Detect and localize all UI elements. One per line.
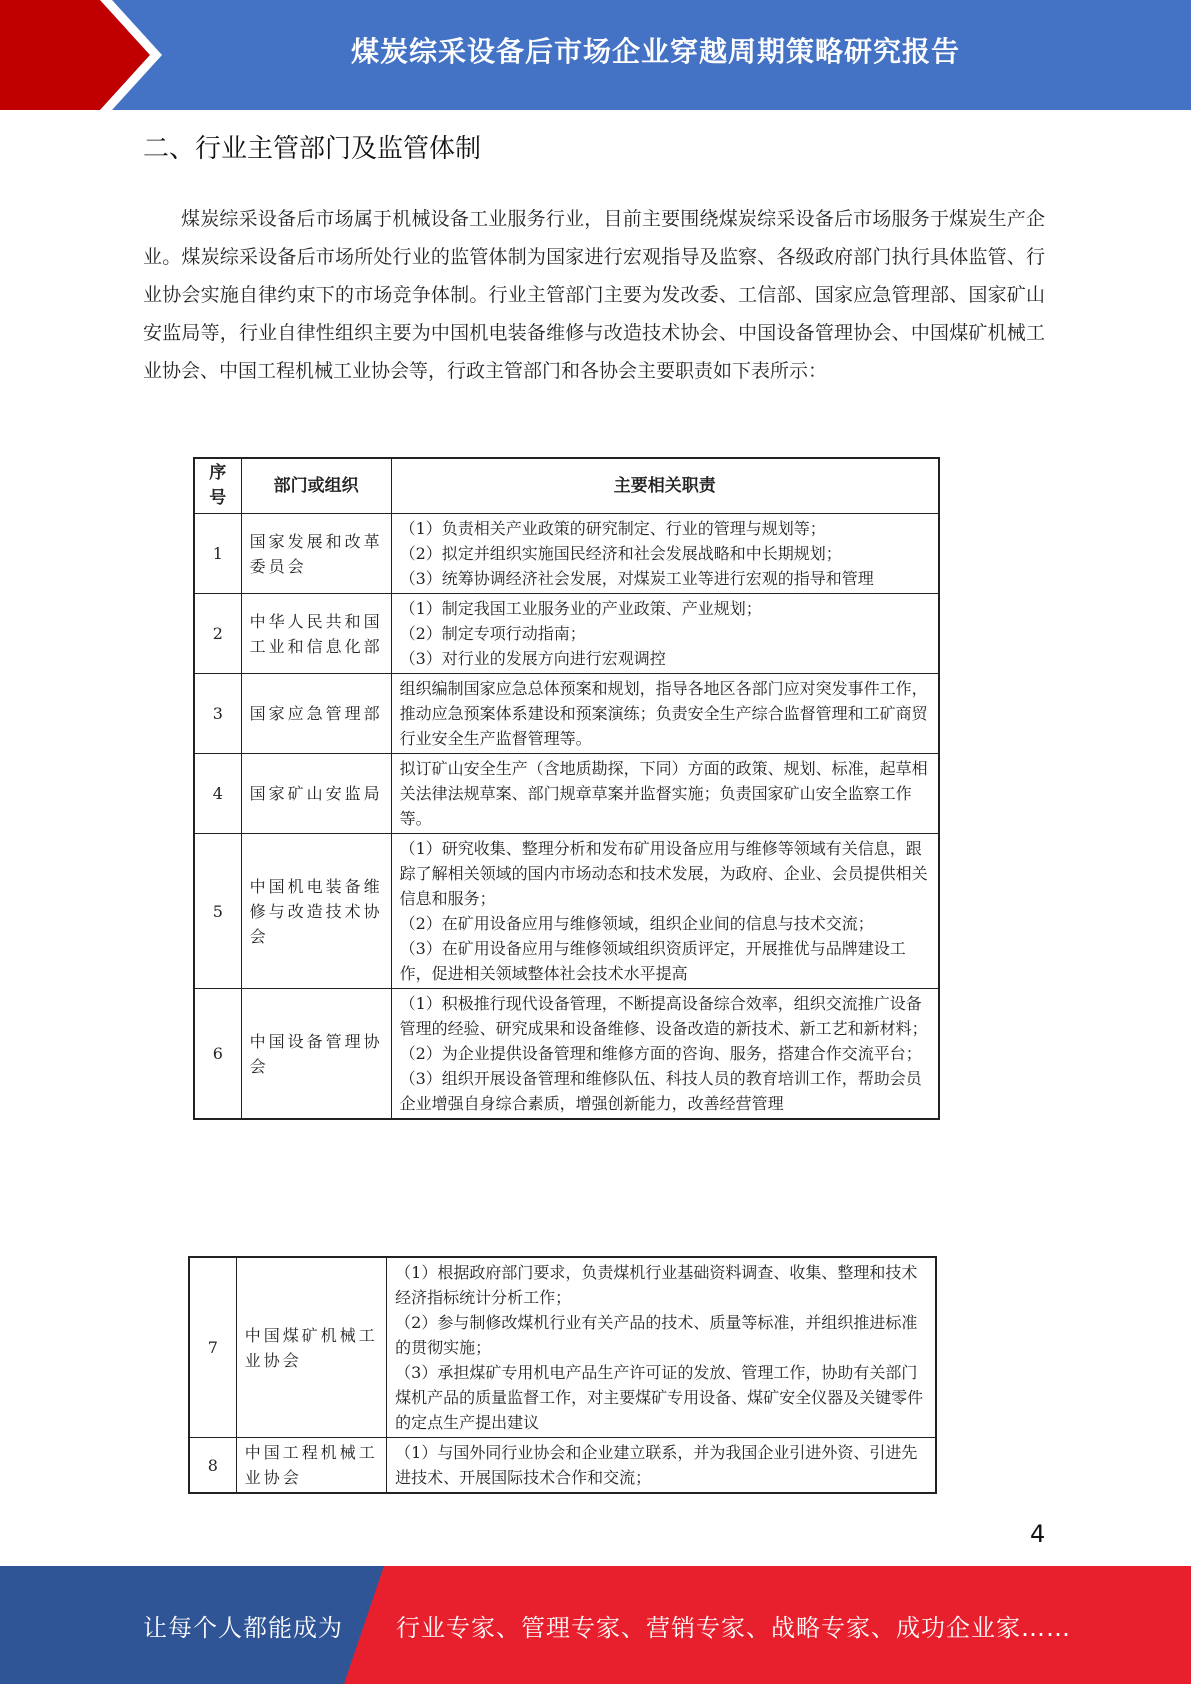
table-row <box>194 834 939 989</box>
column-header-no: 序号 <box>194 458 241 514</box>
row-number: 7 <box>189 1257 236 1438</box>
duties-cell <box>391 594 939 674</box>
table-body-continued <box>189 1257 936 1493</box>
duty-item: （2）制定专项行动指南； <box>399 624 586 643</box>
duties-table <box>193 457 940 1120</box>
row-number: 1 <box>194 514 241 594</box>
duty-item: 组织编制国家应急总体预案和规划，指导各地区各部门应对突发事件工作，推动应急预案体系建设和预案演练；负责安全生产综合监督管理和工矿商贸行业安全生产监督管理等。 <box>399 679 928 748</box>
duties-cell <box>391 514 939 594</box>
duty-item: （3）对行业的发展方向进行宏观调控 <box>399 649 666 668</box>
report-footer <box>0 1566 1191 1684</box>
organization-name: 中华人民共和国工业和信息化部 <box>241 594 391 674</box>
duties-cell <box>391 834 939 989</box>
duty-item: （3）组织开展设备管理和维修队伍、科技人员的教育培训工作，帮助会员企业增强自身综合素质，增强创新能力，改善经营管理 <box>399 1069 922 1113</box>
duties-cell <box>391 754 939 834</box>
organization-name: 国家应急管理部 <box>241 674 391 754</box>
table-row <box>194 594 939 674</box>
report-header <box>0 0 1191 110</box>
duty-item: （2）在矿用设备应用与维修领域，组织企业间的信息与技术交流； <box>399 914 874 933</box>
duties-cell <box>387 1257 936 1438</box>
duty-item: （1）积极推行现代设备管理，不断提高设备综合效率，组织交流推广设备管理的经验、研究成果和设备维修、设备改造的新技术、新工艺和新材料； <box>399 994 928 1038</box>
duty-item: （1）制定我国工业服务业的产业政策、产业规划； <box>399 599 762 618</box>
column-header-org: 部门或组织 <box>241 458 391 514</box>
duty-item: （1）与国外同行业协会和企业建立联系，并为我国企业引进外资、引进先进技术、开展国际技术合作和交流； <box>395 1443 918 1487</box>
table-row <box>194 514 939 594</box>
table-row <box>194 989 939 1120</box>
duty-item: （3）统筹协调经济社会发展，对煤炭工业等进行宏观的指导和管理 <box>399 569 874 588</box>
report-title: 煤炭综采设备后市场企业穿越周期策略研究报告 <box>350 35 960 68</box>
section-heading: 二、行业主管部门及监管体制 <box>143 134 482 164</box>
organization-name: 中国设备管理协会 <box>241 989 391 1120</box>
duty-item: （3）承担煤矿专用机电产品生产许可证的发放、管理工作，协助有关部门煤机产品的质量监督工作，对主要煤矿专用设备、煤矿安全仪器及关键零件的定点生产提出建议 <box>395 1363 924 1432</box>
column-header-duties: 主要相关职责 <box>391 458 939 514</box>
table-row <box>194 674 939 754</box>
duties-cell <box>391 989 939 1120</box>
duty-item: （2）为企业提供设备管理和维修方面的咨询、服务，搭建合作交流平台； <box>399 1044 922 1063</box>
footer-slogan-left: 让每个人都能成为 <box>143 1613 343 1642</box>
duties-cell <box>391 674 939 754</box>
duty-item: （2）拟定并组织实施国民经济和社会发展战略和中长期规划； <box>399 544 842 563</box>
footer-slogan-right: 行业专家、管理专家、营销专家、战略专家、成功企业家…… <box>396 1613 1071 1642</box>
duty-item: （2）参与制修改煤机行业有关产品的技术、质量等标准，并组织推进标准的贯彻实施； <box>395 1313 918 1357</box>
duties-table-continued <box>188 1256 937 1494</box>
organization-name: 中国煤矿机械工业协会 <box>236 1257 386 1438</box>
duty-item: （3）在矿用设备应用与维修领域组织资质评定，开展推优与品牌建设工作，促进相关领域整体社会技术水平提高 <box>399 939 906 983</box>
row-number: 5 <box>194 834 241 989</box>
table-body <box>194 514 939 1120</box>
table-row <box>189 1257 936 1438</box>
row-number: 2 <box>194 594 241 674</box>
duties-cell <box>387 1438 936 1494</box>
organization-name: 国家矿山安监局 <box>241 754 391 834</box>
body-paragraph: 煤炭综采设备后市场属于机械设备工业服务行业，目前主要围绕煤炭综采设备后市场服务于煤炭生产企业。煤炭综采设备后市场所处行业的监管体制为国家进行宏观指导及监察、各级政府部门执行具体监管、行业协会实施自律约束下的市场竞争体制。行业主管部门主要为发改委、工信部、国家应急管理部、国家矿山安监局等，行业自律性组织主要为中国机电装备维修与改造技术协会、中国设备管理协会、中国煤矿机械工业协会、中国工程机械工业协会等，行政主管部门和各协会主要职责如下表所示： <box>143 208 1045 382</box>
table-row <box>189 1438 936 1494</box>
row-number: 6 <box>194 989 241 1120</box>
duty-item: 拟订矿山安全生产（含地质勘探，下同）方面的政策、规划、标准，起草相关法律法规草案、部门规章草案并监督实施；负责国家矿山安全监察工作等。 <box>399 759 928 828</box>
table-row <box>194 754 939 834</box>
organization-name: 中国工程机械工业协会 <box>236 1438 386 1494</box>
page-number: 4 <box>1030 1520 1046 1548</box>
row-number: 3 <box>194 674 241 754</box>
table-header-row <box>194 458 939 514</box>
duty-item: （1）研究收集、整理分析和发布矿用设备应用与维修等领域有关信息，跟踪了解相关领域的国内市场动态和技术发展，为政府、企业、会员提供相关信息和服务； <box>399 839 928 908</box>
duty-item: （1）负责相关产业政策的研究制定、行业的管理与规划等； <box>399 519 826 538</box>
duty-item: （1）根据政府部门要求，负责煤机行业基础资料调查、收集、整理和技术经济指标统计分析工作； <box>395 1263 918 1307</box>
row-number: 4 <box>194 754 241 834</box>
organization-name: 中国机电装备维修与改造技术协会 <box>241 834 391 989</box>
organization-name: 国家发展和改革委员会 <box>241 514 391 594</box>
row-number: 8 <box>189 1438 236 1494</box>
